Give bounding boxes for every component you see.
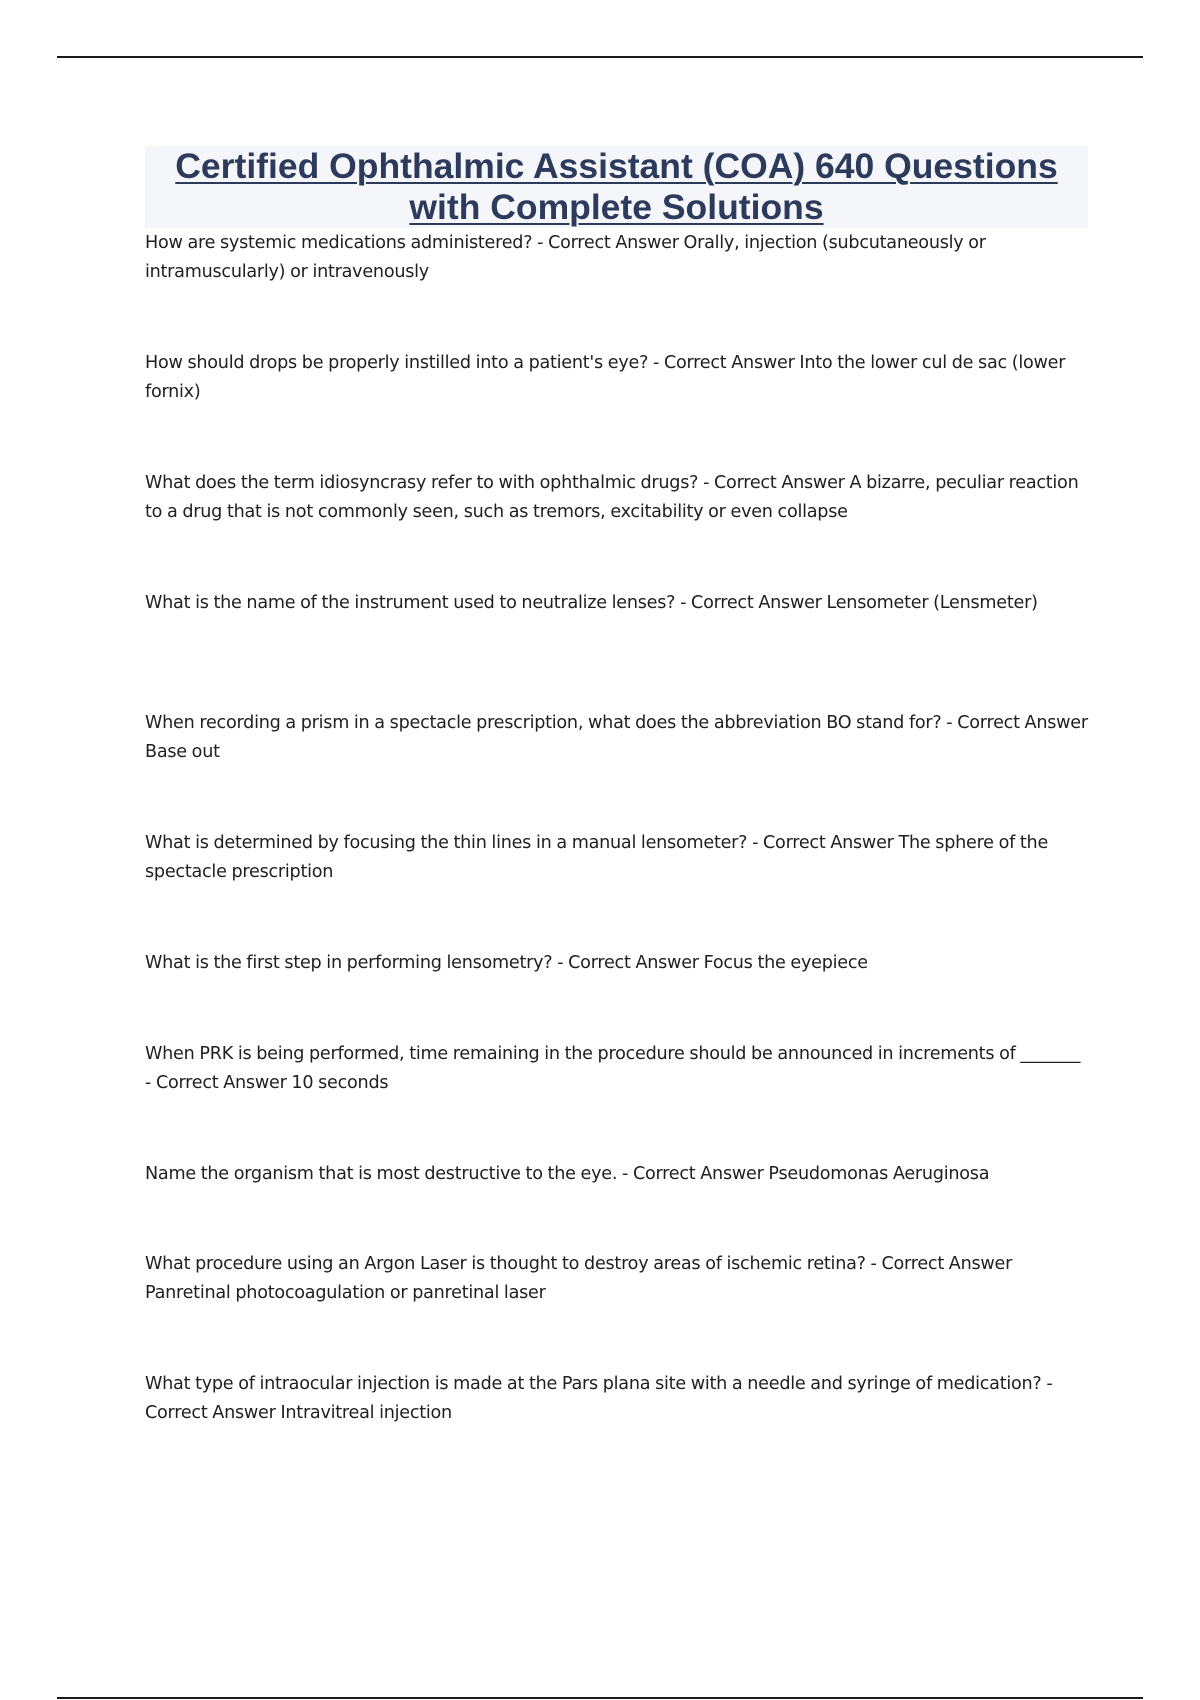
question-item-10: What procedure using an Argon Laser is thought to destroy areas of ischemic retina? - Correct Answer Panretinal photocoagulation or panretinal laser	[145, 1254, 1013, 1303]
bottom-divider	[57, 1697, 1143, 1699]
document-title: Certified Ophthalmic Assistant (COA) 640 Questions with Complete Solutions	[175, 146, 1058, 227]
question-item-6: What is determined by focusing the thin lines in a manual lensometer? - Correct Answer The sphere of the spectacle prescription	[145, 833, 1049, 882]
question-item-1: How are systemic medications administered? - Correct Answer Orally, injection (subcutaneously or intramuscularly) or intravenously	[145, 233, 986, 282]
question-item-7: What is the first step in performing lensometry? - Correct Answer Focus the eyepiece	[145, 953, 868, 973]
question-item-4: What is the name of the instrument used to neutralize lenses? - Correct Answer Lensometer (Lensmeter)	[145, 593, 1038, 613]
question-item-9: Name the organism that is most destructive to the eye. - Correct Answer Pseudomonas Aeruginosa	[145, 1164, 990, 1184]
question-item-3: What does the term idiosyncrasy refer to with ophthalmic drugs? - Correct Answer A bizarre, peculiar reaction to a drug that is not commonly seen, such as tremors, excitability or even collapse	[145, 473, 1079, 522]
question-item-5: When recording a prism in a spectacle prescription, what does the abbreviation BO stand for? - Correct Answer Base out	[145, 713, 1088, 762]
question-item-8: When PRK is being performed, time remaining in the procedure should be announced in increments of _______ - Correct Answer 10 seconds	[145, 1044, 1081, 1093]
top-divider	[57, 56, 1143, 58]
question-item-2: How should drops be properly instilled into a patient's eye? - Correct Answer Into the lower cul de sac (lower fornix)	[145, 353, 1066, 402]
title-banner	[145, 146, 1088, 228]
question-item-11: What type of intraocular injection is made at the Pars plana site with a needle and syringe of medication? - Correct Answer Intravitreal injection	[145, 1374, 1053, 1423]
